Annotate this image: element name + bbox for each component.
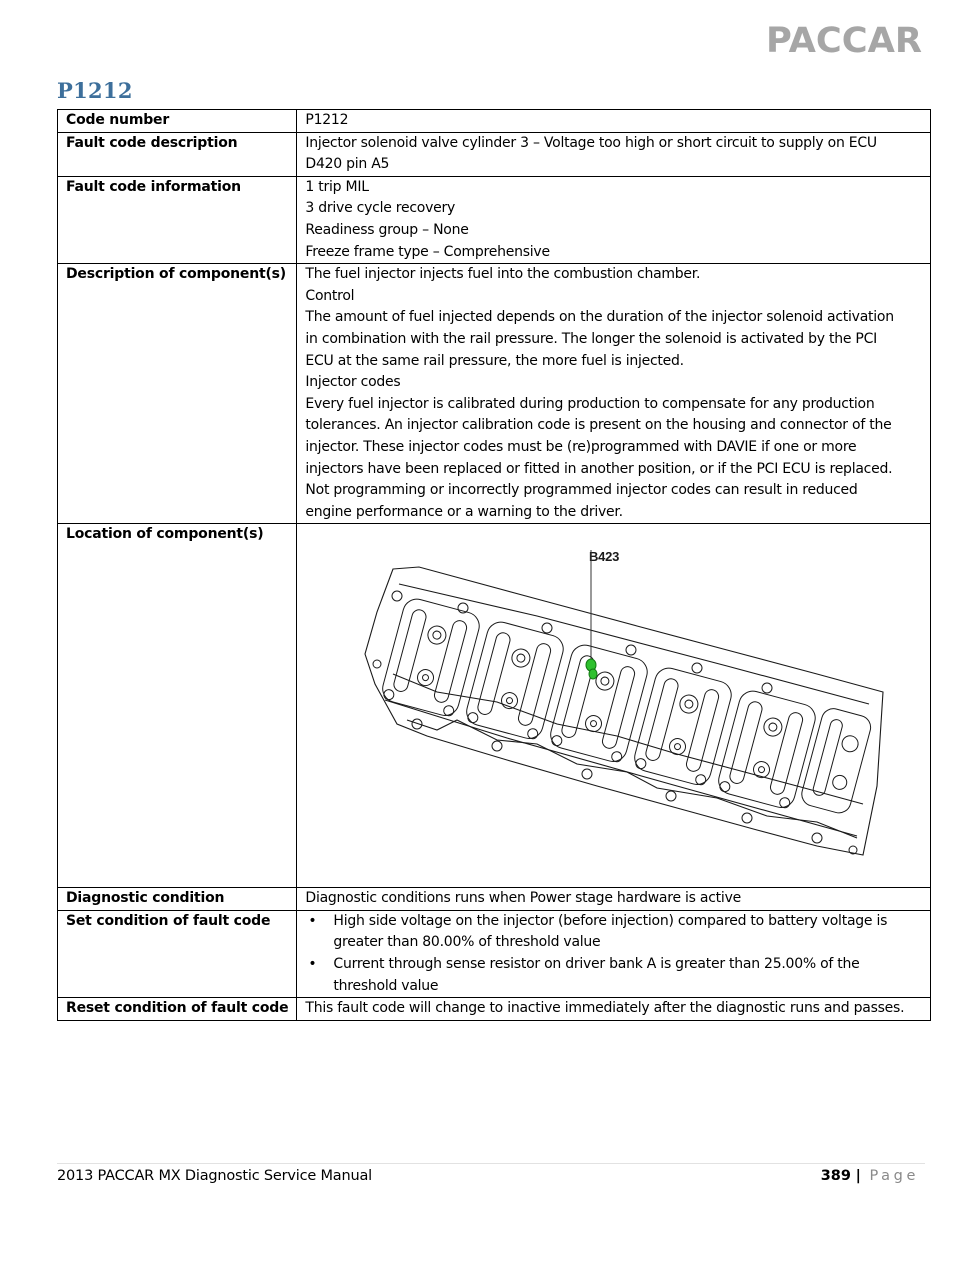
row-label-code-number: Code number (58, 110, 297, 133)
diagnostic-condition-value: Diagnostic conditions runs when Power stage hardware is active (297, 888, 931, 911)
reset-condition-value: This fault code will change to inactive immediately after the diagnostic runs and passes. (297, 998, 931, 1021)
cylinder-head-illustration (297, 524, 941, 887)
text-line: The amount of fuel injected depends on the duration of the injector solenoid activation (305, 309, 894, 326)
text-line: Injector codes (305, 374, 401, 391)
table-row (58, 132, 931, 176)
bullet-list (305, 911, 922, 997)
fault-description-value (297, 132, 931, 176)
table-row (58, 176, 931, 263)
table-row (58, 524, 931, 888)
text-line: Control (305, 287, 355, 304)
text-line: engine performance or a warning to the driver. (305, 503, 623, 520)
table-row (58, 998, 931, 1021)
text-line: injector. These injector codes must be (re)programmed with DAVIE if one or more (305, 438, 857, 455)
bullet-icon: • (308, 956, 317, 973)
text-line: Readiness group – None (305, 221, 469, 238)
table-row (58, 264, 931, 524)
paccar-logo (766, 18, 924, 58)
page-title: P1212 (57, 78, 133, 103)
text-line: 3 drive cycle recovery (305, 200, 456, 217)
fault-information-value (297, 176, 931, 263)
text-line: D420 pin A5 (305, 156, 390, 173)
callout-label: B423 (589, 549, 620, 565)
text-line: Current through sense resistor on driver bank A is greater than 25.00% of the (333, 956, 860, 973)
component-location-figure (297, 524, 931, 888)
table-row (58, 888, 931, 911)
text-line: The fuel injector injects fuel into the combustion chamber. (305, 266, 701, 283)
footer-divider (57, 1163, 925, 1164)
text-line: injectors have been replaced or fitted in another position, or if the PCI ECU is replaced. (305, 460, 893, 477)
row-label-component-location: Location of component(s) (58, 524, 297, 888)
footer-manual-title: 2013 PACCAR MX Diagnostic Service Manual (57, 1168, 372, 1184)
list-item (305, 911, 922, 954)
list-item (305, 954, 922, 997)
footer-separator: | (855, 1168, 861, 1184)
text-line: Not programming or incorrectly programmed injector codes can result in reduced (305, 482, 858, 499)
bullet-icon: • (308, 912, 317, 929)
row-label-component-description: Description of component(s) (58, 264, 297, 524)
text-line: Every fuel injector is calibrated during production to compensate for any production (305, 395, 875, 412)
row-label-reset-condition: Reset condition of fault code (58, 998, 297, 1021)
page-number: 389 (820, 1168, 851, 1184)
row-label-fault-description: Fault code description (58, 132, 297, 176)
svg-text:PACCAR: PACCAR (766, 21, 923, 58)
text-line: tolerances. An injector calibration code is present on the housing and connector of the (305, 417, 892, 434)
table-row (58, 110, 931, 133)
text-line: 1 trip MIL (305, 178, 369, 195)
component-description-value (297, 264, 931, 524)
text-line: greater than 80.00% of threshold value (333, 934, 601, 951)
text-line: Freeze frame type – Comprehensive (305, 243, 550, 260)
table-row (58, 910, 931, 997)
page-word: Page (869, 1168, 919, 1184)
row-label-diagnostic-condition: Diagnostic condition (58, 888, 297, 911)
text-line: in combination with the rail pressure. The longer the solenoid is activated by the PCI (305, 330, 878, 347)
fault-code-table (57, 109, 931, 1021)
code-number-value: P1212 (297, 110, 931, 133)
text-line: ECU at the same rail pressure, the more fuel is injected. (305, 352, 684, 369)
footer-page-info (821, 1168, 919, 1184)
row-label-fault-information: Fault code information (58, 176, 297, 263)
text-line: threshold value (333, 977, 439, 994)
text-line: Injector solenoid valve cylinder 3 – Voltage too high or short circuit to supply on ECU (305, 134, 877, 151)
text-line: High side voltage on the injector (before injection) compared to battery voltage is (333, 912, 888, 929)
row-label-set-condition: Set condition of fault code (58, 910, 297, 997)
set-condition-value (297, 910, 931, 997)
